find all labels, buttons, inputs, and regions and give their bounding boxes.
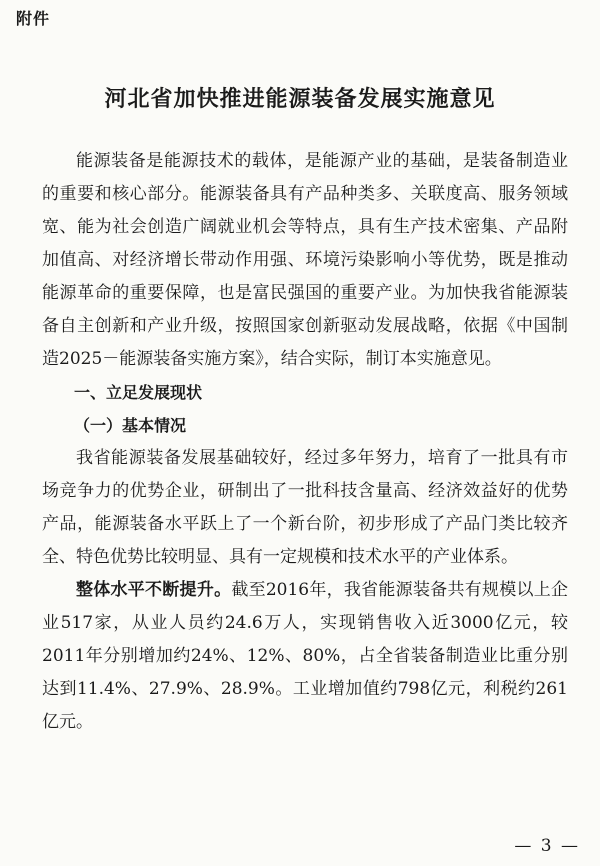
document-body bbox=[42, 145, 568, 739]
page-number: — 3 — bbox=[514, 836, 580, 856]
attachment-label: 附件 bbox=[16, 9, 51, 28]
paragraph-text: 截至2016年，我省能源装备共有规模以上企业517家，从业人员约24.6万人，实现销售收入近3000亿元，较2011年分别增加约24%、12%、80%，占全省装备制造业比重分别达到11.4%、27.9%、28.9%。工业增加值约798亿元，利税约261亿元。 bbox=[42, 580, 569, 732]
document-title: 河北省加快推进能源装备发展实施意见 bbox=[104, 86, 496, 112]
section-heading: 一、立足发展现状 bbox=[74, 383, 203, 402]
intro-paragraph: 能源装备是能源技术的载体，是能源产业的基础，是装备制造业的重要和核心部分。能源装备具有产品种类多、关联度高、服务领域宽、能为社会创造广阔就业机会等特点，具有生产技术密集、产品附加值高、对经济增长带动作用强、环境污染影响小等优势，既是推动能源革命的重要保障，也是富民强国的重要产业。为加快我省能源装备自主创新和产业升级，按照国家创新驱动发展战略，依据《中国制造2025－能源装备实施方案》，结合实际，制订本实施意见。 bbox=[42, 151, 568, 369]
paragraph-lead: 整体水平不断提升。 bbox=[76, 580, 232, 600]
basic-situation-paragraph: 我省能源装备发展基础较好，经过多年努力，培育了一批具有市场竞争力的优势企业，研制出了一批科技含量高、经济效益好的优势产品，能源装备水平跃上了一个新台阶，初步形成了产品门类比较齐全、特色优势比较明显、具有一定规模和技术水平的产业体系。 bbox=[42, 448, 568, 567]
subsection-heading: （一）基本情况 bbox=[74, 416, 187, 435]
overall-level-paragraph bbox=[42, 574, 568, 739]
